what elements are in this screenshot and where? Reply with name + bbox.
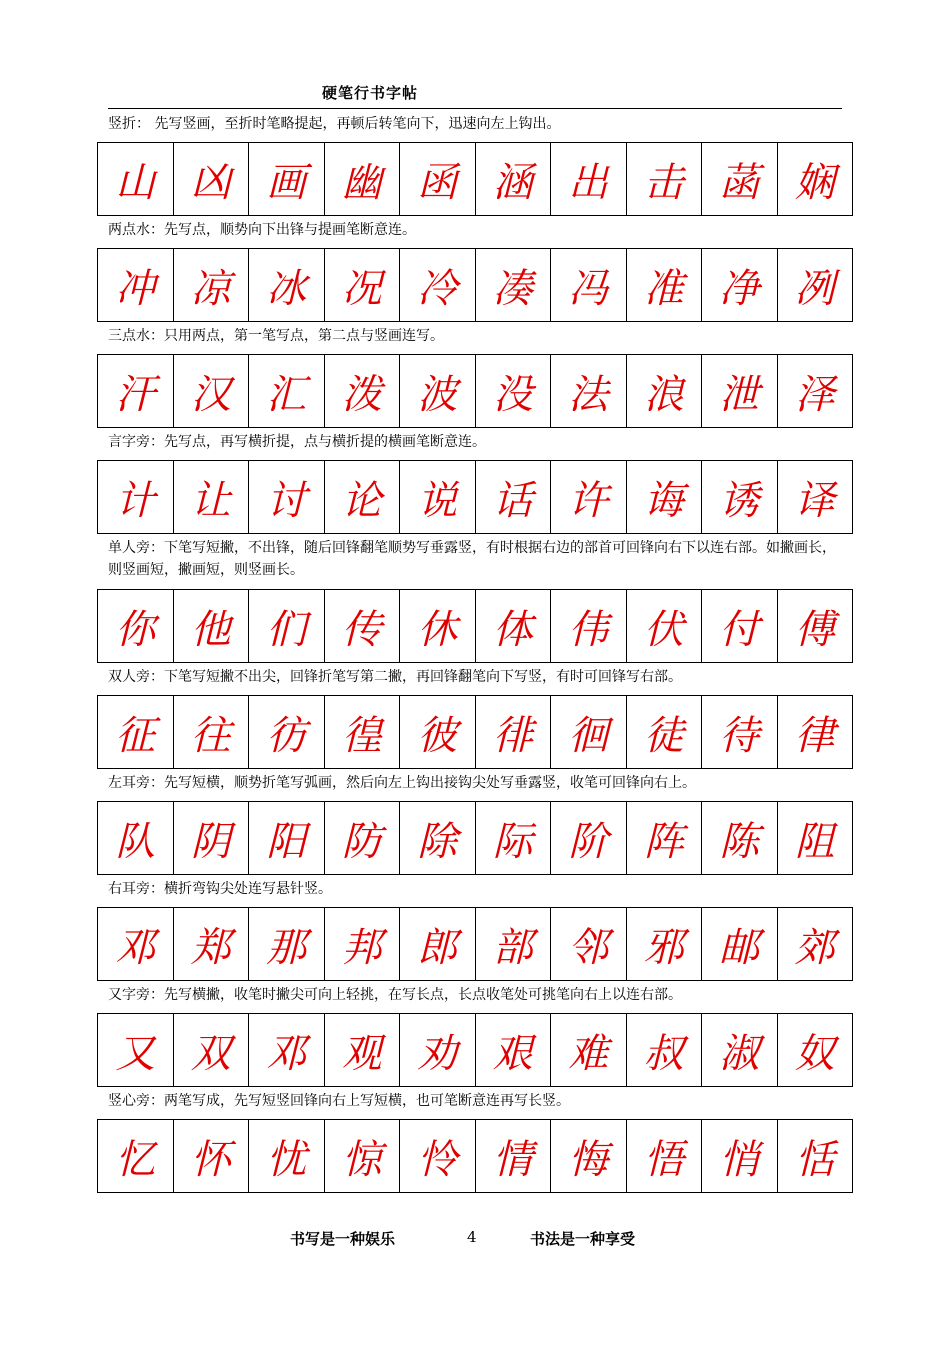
stroke-description: 三点水：只用两点，第一笔写点，第二点与竖画连写。 bbox=[108, 328, 444, 344]
practice-section bbox=[97, 428, 853, 534]
character-cell: 忆 bbox=[98, 1120, 174, 1192]
character-cell: 娴 bbox=[794, 159, 835, 206]
character-cell: 律 bbox=[794, 712, 835, 759]
character-cell: 邻 bbox=[551, 908, 627, 980]
character-cell: 陈 bbox=[702, 802, 778, 874]
practice-section bbox=[97, 1087, 853, 1193]
character-cell: 悟 bbox=[627, 1120, 703, 1192]
character-cell: 许 bbox=[551, 461, 627, 533]
stroke-description: 左耳旁：先写短横，顺势折笔写弧画，然后向左上钩出接钩尖处写垂露竖，收笔可回锋向右上。 bbox=[108, 775, 696, 791]
character-cell: 法 bbox=[551, 355, 627, 427]
character-cell: 邦 bbox=[325, 908, 401, 980]
practice-section bbox=[97, 322, 853, 428]
character-cell: 阴 bbox=[174, 802, 250, 874]
character-grid-row bbox=[97, 589, 853, 663]
page-footer bbox=[0, 1228, 950, 1252]
character-cell: 难 bbox=[551, 1014, 627, 1086]
character-cell: 郊 bbox=[794, 924, 835, 971]
character-cell: 忧 bbox=[249, 1120, 325, 1192]
character-cell: 双 bbox=[174, 1014, 250, 1086]
character-cell: 恬 bbox=[794, 1136, 835, 1183]
page-header-title: 硬笔行书字帖 bbox=[321, 84, 418, 102]
practice-section bbox=[97, 110, 853, 216]
character-cell: 队 bbox=[98, 802, 174, 874]
character-cell: 幽 bbox=[325, 143, 401, 215]
character-grid-row bbox=[97, 460, 853, 534]
character-cell: 凉 bbox=[174, 249, 250, 321]
character-cell: 凶 bbox=[174, 143, 250, 215]
character-cell: 传 bbox=[325, 590, 401, 662]
character-cell: 邓 bbox=[249, 1014, 325, 1086]
stroke-description: 言字旁：先写点，再写横折提，点与横折提的横画笔断意连。 bbox=[108, 434, 486, 450]
character-grid-row bbox=[97, 907, 853, 981]
character-cell: 除 bbox=[400, 802, 476, 874]
character-cell: 徊 bbox=[551, 696, 627, 768]
character-cell: 怜 bbox=[400, 1120, 476, 1192]
character-cell: 山 bbox=[98, 143, 174, 215]
character-cell: 冷 bbox=[400, 249, 476, 321]
practice-section bbox=[97, 875, 853, 981]
character-grid-row bbox=[97, 1119, 853, 1193]
character-cell: 诲 bbox=[627, 461, 703, 533]
character-cell: 泽 bbox=[794, 371, 835, 418]
footer-slogan-left: 书写是一种娱乐 bbox=[290, 1230, 396, 1248]
character-cell: 涵 bbox=[476, 143, 552, 215]
character-cell: 论 bbox=[325, 461, 401, 533]
character-cell: 徘 bbox=[476, 696, 552, 768]
character-cell: 又 bbox=[98, 1014, 174, 1086]
practice-section bbox=[97, 981, 853, 1087]
character-cell: 淑 bbox=[702, 1014, 778, 1086]
practice-section bbox=[97, 534, 853, 663]
practice-section bbox=[97, 216, 853, 322]
character-cell: 郎 bbox=[400, 908, 476, 980]
character-cell: 阶 bbox=[551, 802, 627, 874]
character-cell: 悄 bbox=[702, 1120, 778, 1192]
character-cell: 往 bbox=[174, 696, 250, 768]
character-cell: 观 bbox=[325, 1014, 401, 1086]
character-cell: 悔 bbox=[551, 1120, 627, 1192]
character-cell: 际 bbox=[476, 802, 552, 874]
character-cell: 诱 bbox=[702, 461, 778, 533]
character-cell: 劝 bbox=[400, 1014, 476, 1086]
character-cell: 待 bbox=[702, 696, 778, 768]
character-cell: 阵 bbox=[627, 802, 703, 874]
character-grid-row bbox=[97, 801, 853, 875]
character-grid-row bbox=[97, 695, 853, 769]
stroke-description: 单人旁：下笔写短撇，不出锋，随后回锋翻笔顺势写垂露竖，有时根据右边的部首可回锋向右下以连右部。如撇画长，则竖画短，撇画短，则竖画长。 bbox=[108, 540, 836, 578]
stroke-description: 竖心旁：两笔写成，先写短竖回锋向右上写短横，也可笔断意连再写长竖。 bbox=[108, 1093, 570, 1109]
character-cell: 阻 bbox=[794, 818, 835, 865]
character-cell: 那 bbox=[249, 908, 325, 980]
character-cell: 画 bbox=[249, 143, 325, 215]
character-cell: 计 bbox=[98, 461, 174, 533]
character-cell: 你 bbox=[98, 590, 174, 662]
character-cell: 艰 bbox=[476, 1014, 552, 1086]
character-cell: 傅 bbox=[794, 606, 835, 653]
character-cell: 徨 bbox=[325, 696, 401, 768]
stroke-description: 又字旁：先写横撇，收笔时撇尖可向上轻挑，在写长点，长点收笔处可挑笔向右上以连右部。 bbox=[108, 987, 682, 1003]
character-cell: 击 bbox=[627, 143, 703, 215]
character-cell: 伟 bbox=[551, 590, 627, 662]
footer-slogan-right: 书法是一种享受 bbox=[530, 1230, 636, 1248]
character-cell: 邓 bbox=[98, 908, 174, 980]
character-cell: 休 bbox=[400, 590, 476, 662]
copybook-content bbox=[97, 110, 853, 1193]
header-divider bbox=[108, 108, 842, 109]
character-cell: 防 bbox=[325, 802, 401, 874]
character-cell: 邪 bbox=[627, 908, 703, 980]
character-cell: 菡 bbox=[702, 143, 778, 215]
character-cell: 说 bbox=[400, 461, 476, 533]
character-cell: 冯 bbox=[551, 249, 627, 321]
character-grid-row bbox=[97, 1013, 853, 1087]
character-grid-row bbox=[97, 354, 853, 428]
character-cell: 徒 bbox=[627, 696, 703, 768]
character-cell: 准 bbox=[627, 249, 703, 321]
character-cell: 他 bbox=[174, 590, 250, 662]
character-cell: 讨 bbox=[249, 461, 325, 533]
character-cell: 们 bbox=[249, 590, 325, 662]
character-cell: 怀 bbox=[174, 1120, 250, 1192]
character-cell: 冽 bbox=[794, 265, 835, 312]
character-grid-row bbox=[97, 248, 853, 322]
character-cell: 汉 bbox=[174, 355, 250, 427]
character-cell: 浪 bbox=[627, 355, 703, 427]
character-cell: 没 bbox=[476, 355, 552, 427]
character-cell: 汇 bbox=[249, 355, 325, 427]
character-cell: 译 bbox=[794, 477, 835, 524]
character-cell: 体 bbox=[476, 590, 552, 662]
character-cell: 征 bbox=[98, 696, 174, 768]
character-cell: 情 bbox=[476, 1120, 552, 1192]
character-cell: 郑 bbox=[174, 908, 250, 980]
character-cell: 让 bbox=[174, 461, 250, 533]
practice-section bbox=[97, 769, 853, 875]
stroke-description: 竖折： 先写竖画，至折时笔略提起，再顿后转笔向下，迅速向左上钩出。 bbox=[108, 116, 561, 132]
stroke-description: 双人旁：下笔写短撇不出尖，回锋折笔写第二撇，再回锋翻笔向下写竖，有时可回锋写右部。 bbox=[108, 669, 682, 685]
character-cell: 汗 bbox=[98, 355, 174, 427]
page-number: 4 bbox=[467, 1228, 477, 1246]
character-cell: 冲 bbox=[98, 249, 174, 321]
character-cell: 函 bbox=[400, 143, 476, 215]
character-cell: 叔 bbox=[627, 1014, 703, 1086]
stroke-description: 右耳旁：横折弯钩尖处连写悬针竖。 bbox=[108, 881, 332, 897]
character-cell: 伏 bbox=[627, 590, 703, 662]
character-cell: 出 bbox=[551, 143, 627, 215]
character-cell: 净 bbox=[702, 249, 778, 321]
character-cell: 冰 bbox=[249, 249, 325, 321]
character-cell: 奴 bbox=[794, 1030, 835, 1077]
character-cell: 彷 bbox=[249, 696, 325, 768]
character-cell: 彼 bbox=[400, 696, 476, 768]
character-cell: 泄 bbox=[702, 355, 778, 427]
character-cell: 波 bbox=[400, 355, 476, 427]
character-cell: 话 bbox=[476, 461, 552, 533]
character-cell: 凑 bbox=[476, 249, 552, 321]
character-cell: 惊 bbox=[325, 1120, 401, 1192]
character-grid-row bbox=[97, 142, 853, 216]
character-cell: 泼 bbox=[325, 355, 401, 427]
character-cell: 部 bbox=[476, 908, 552, 980]
practice-section bbox=[97, 663, 853, 769]
stroke-description: 两点水：先写点，顺势向下出锋与提画笔断意连。 bbox=[108, 222, 416, 238]
character-cell: 况 bbox=[325, 249, 401, 321]
character-cell: 邮 bbox=[702, 908, 778, 980]
character-cell: 阳 bbox=[249, 802, 325, 874]
character-cell: 付 bbox=[702, 590, 778, 662]
